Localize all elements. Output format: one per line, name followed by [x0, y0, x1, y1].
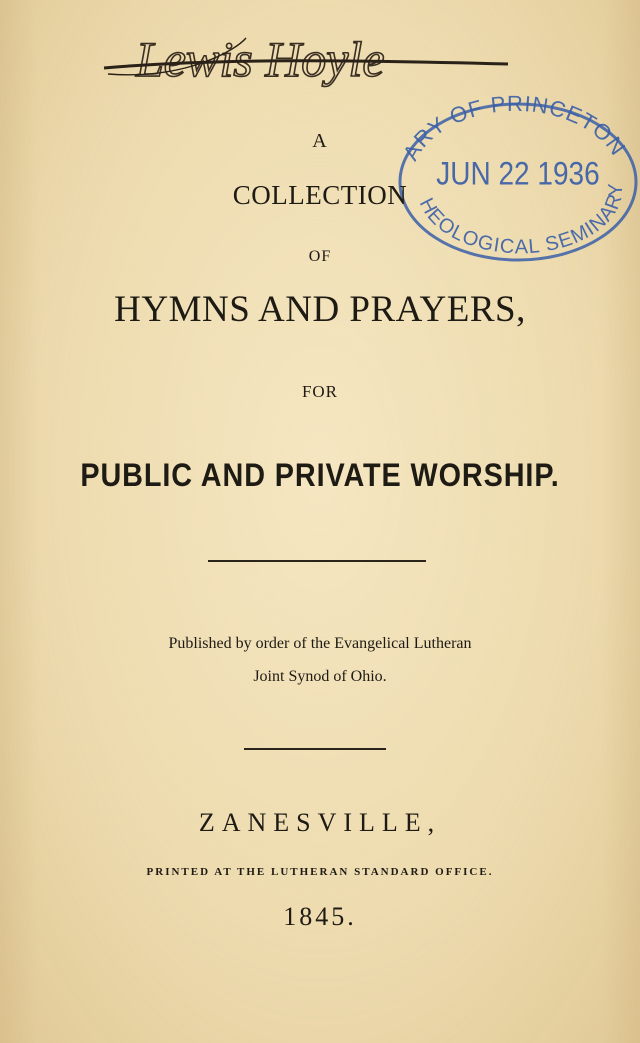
title-line-a: A — [312, 130, 328, 152]
title-line-hymns: HYMNS AND PRAYERS, — [114, 289, 526, 330]
title-line-for: FOR — [301, 382, 339, 401]
publisher-line-1: Published by order of the Evangelical Lutheran — [168, 635, 472, 652]
stamp-arc-bottom: HEOLOGICAL SEMINARY — [414, 182, 628, 259]
stamp-date: JUN 22 1936 — [436, 156, 600, 193]
title-line-collection: COLLECTION — [232, 180, 408, 210]
imprint-city: ZANESVILLE, — [198, 808, 442, 837]
divider-rule-short — [244, 748, 386, 750]
title-line-worship: PUBLIC AND PRIVATE WORSHIP. — [80, 457, 560, 493]
publisher-line-2: Joint Synod of Ohio. — [253, 668, 387, 685]
divider-rule — [208, 560, 426, 562]
stamp-arc-top: ARY OF PRINCETON — [397, 90, 631, 165]
svg-text:ARY OF PRINCETON — [398, 91, 631, 165]
signature-text: Lewis Hoyle — [136, 31, 385, 87]
imprint-printer: PRINTED AT THE LUTHERAN STANDARD OFFICE. — [146, 866, 494, 878]
imprint-year: 1845. — [283, 902, 357, 931]
library-stamp — [390, 88, 640, 264]
title-line-of: OF — [308, 248, 332, 265]
